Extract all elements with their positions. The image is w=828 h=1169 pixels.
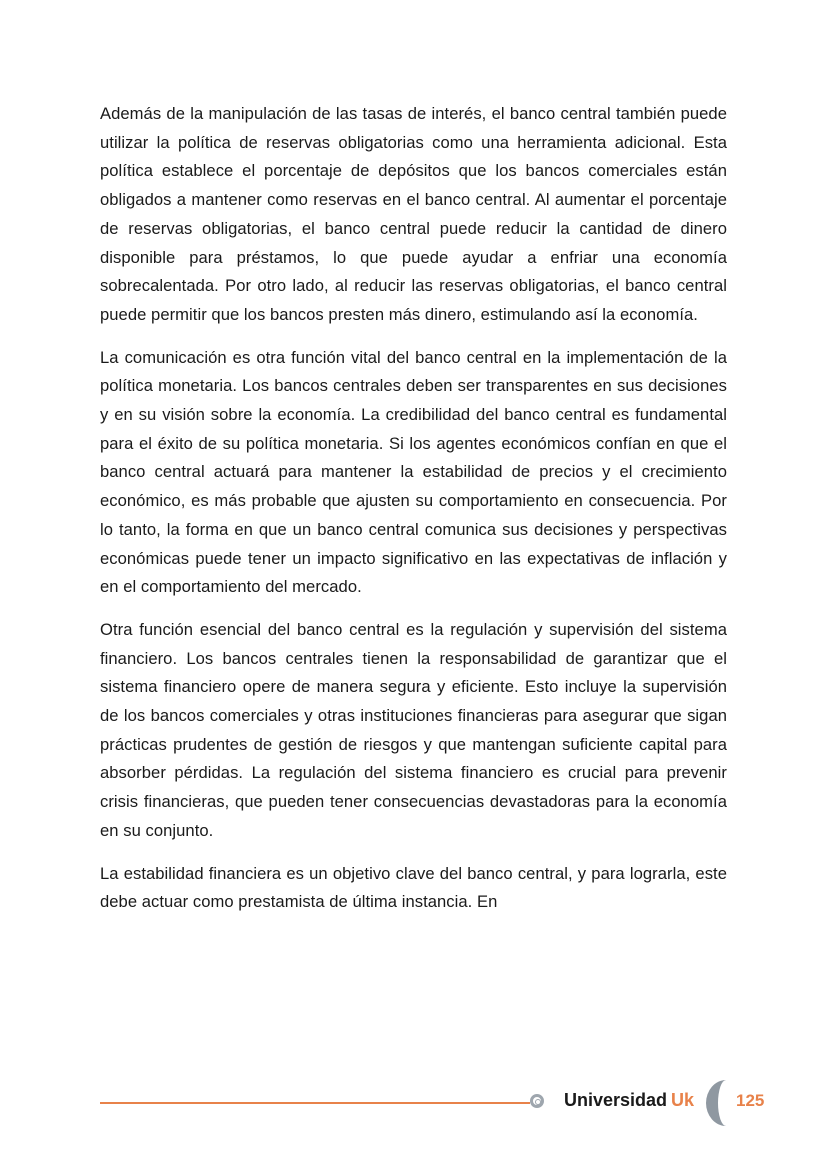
page-body [100, 100, 727, 931]
brand-suffix: Uk [671, 1090, 695, 1110]
paragraph: Otra función esencial del banco central es la regulación y supervisión del sistema financiero. Los bancos centrales tienen la responsabilidad de garantizar que el sistema financiero opere de manera segura y eficiente. Esto incluye la supervisión de los bancos comerciales y otras instituciones financieras para asegurar que sigan prácticas prudentes de gestión de riesgos y que mantengan suficiente capital para absorber pérdidas. La regulación del sistema financiero es crucial para prevenir crisis financieras, que pueden tener consecuencias devastadoras para la economía en su conjunto. [100, 619, 727, 840]
paragraph: La estabilidad financiera es un objetivo clave del banco central, y para lograrla, este debe actuar como prestamista de última instancia. En [100, 863, 727, 912]
paragraph: La comunicación es otra función vital del banco central en la implementación de la política monetaria. Los bancos centrales deben ser transparentes en sus decisiones y en su visión sobre la economía. La credibilidad del banco central es fundamental para el éxito de su política monetaria. Si los agentes económicos confían en que el banco central actuará para mantener la estabilidad de precios y el crecimiento económico, es más probable que ajusten su comportamiento en consecuencia. Por lo tanto, la forma en que un banco central comunica sus decisiones y perspectivas económicas puede tener un impacto significativo en las expectativas de inflación y en el comportamiento del mercado. [100, 347, 727, 597]
footer-divider [100, 1102, 530, 1104]
brand-logo [564, 1090, 694, 1111]
brand-name: Universidad [564, 1090, 668, 1110]
page-number: 125 [736, 1091, 765, 1110]
page-footer [0, 1078, 828, 1128]
paragraph: Además de la manipulación de las tasas de interés, el banco central también puede utilizar la política de reservas obligatorias como una herramienta adicional. Esta política establece el porcentaje de depósitos que los bancos comerciales están obligados a mantener como reservas en el banco central. Al aumentar el porcentaje de reservas obligatorias, el banco central puede reducir la cantidad de dinero disponible para préstamos, lo que puede ayudar a enfriar una economía sobrecalentada. Por otro lado, al reducir las reservas obligatorias, el banco central puede permitir que los bancos presten más dinero, estimulando así la economía. [100, 104, 727, 324]
circle-target-icon [530, 1094, 544, 1108]
